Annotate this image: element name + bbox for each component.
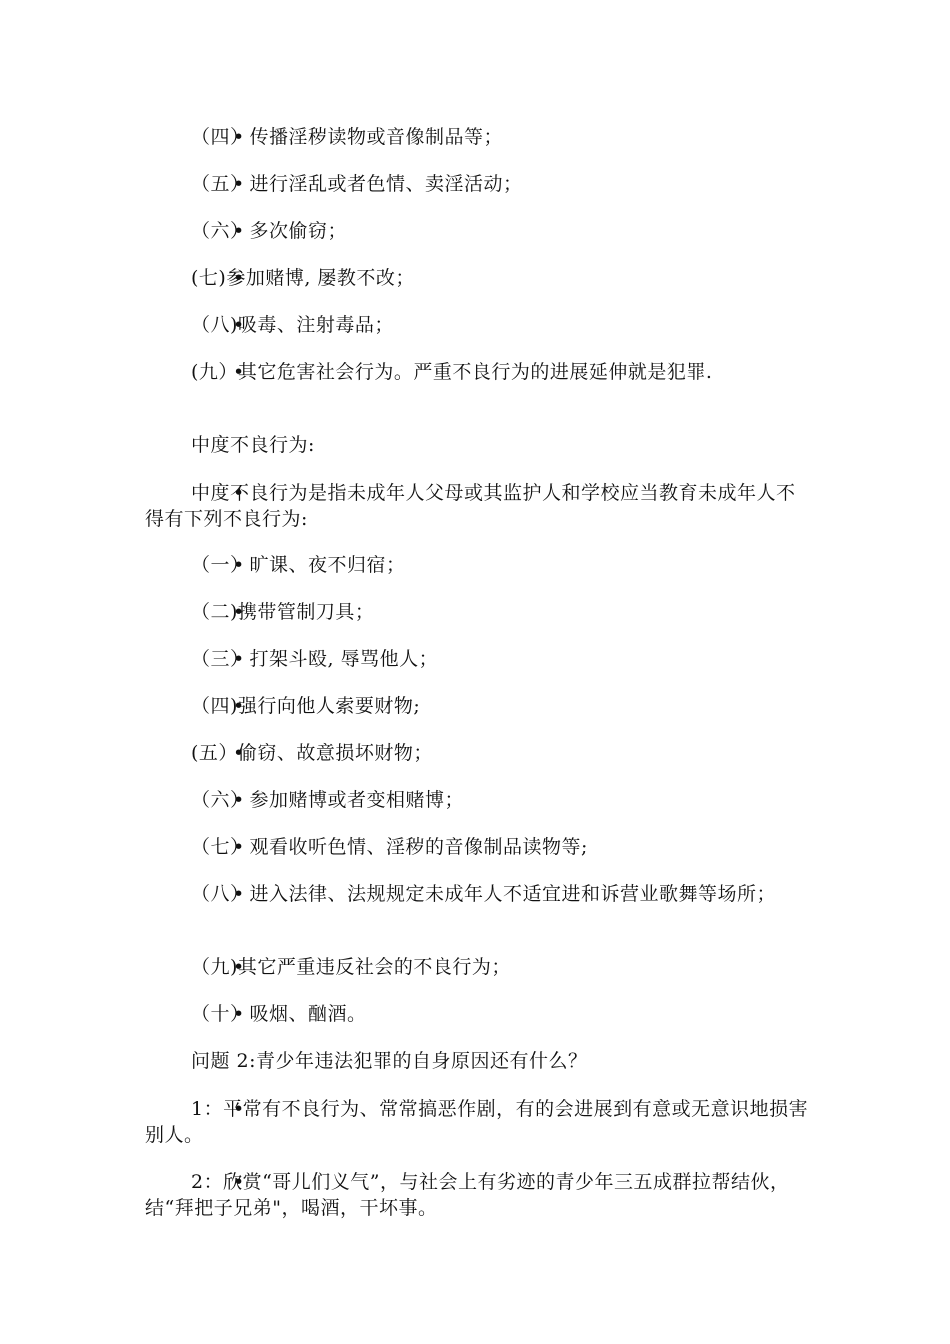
list-item-text: （八）进入法律、法规规定未成年人不适宜进和诉营业歌舞等场所； xyxy=(191,883,777,905)
list-item-text: (九）其它危害社会行为。严重不良行为的进展延伸就是犯罪. xyxy=(191,361,713,383)
list-item-text: （十）吸烟、酗酒。 xyxy=(191,1003,367,1025)
list-item-obscene-viewing xyxy=(145,834,810,860)
list-item-text: 中度不良行为是指未成年人父母或其监护人和学校应当教育未成年人不得有下列不良行为: xyxy=(145,482,796,530)
list-item-reason-2 xyxy=(145,1169,810,1221)
list-item-theft xyxy=(145,218,810,244)
list-item-extortion xyxy=(145,693,810,719)
list-item-text: （六）参加赌博或者变相赌博； xyxy=(191,789,465,811)
list-item-prostitution xyxy=(145,171,810,197)
list-item-text: （五）进行淫乱或者色情、卖淫活动； xyxy=(191,173,523,195)
list-item-gambling xyxy=(145,265,810,291)
list-item-text: （六）多次偷窃； xyxy=(191,220,348,242)
list-item-other-harm xyxy=(145,359,810,385)
list-item-text: (七)参加赌博, 屡教不改； xyxy=(191,267,415,289)
list-item-vandalism xyxy=(145,740,810,766)
list-item-gambling-variant xyxy=(145,787,810,813)
list-item-drugs xyxy=(145,312,810,338)
list-item-truancy xyxy=(145,552,810,578)
list-item-text: （七）观看收听色情、淫秽的音像制品读物等; xyxy=(191,836,588,858)
section-heading-moderate xyxy=(145,432,810,458)
list-item-text: (五）偷窃、故意损坏财物； xyxy=(191,742,433,764)
section-heading-question-2 xyxy=(145,1048,810,1074)
list-item-text: （三）打架斗殴, 辱骂他人； xyxy=(191,648,439,670)
list-item-text: （四）传播淫秽读物或音像制品等； xyxy=(191,126,504,148)
list-item-text: （一）旷课、夜不归宿； xyxy=(191,554,406,576)
list-item-text: 1：平常有不良行为、常常搞恶作剧，有的会进展到有意或无意识地损害别人。 xyxy=(145,1098,809,1146)
list-item-text: （二)携带管制刀具； xyxy=(191,601,375,623)
list-item-other-violations xyxy=(145,954,810,980)
list-item-venues xyxy=(145,881,810,907)
list-item-text: （四)强行向他人索要财物; xyxy=(191,695,421,717)
list-item-smoking-drinking xyxy=(145,1001,810,1027)
list-item-text: 2：欣赏“哥儿们义气”，与社会上有劣迹的青少年三五成群拉帮结伙，结“拜把子兄弟"，喝酒，干坏事。 xyxy=(145,1171,790,1219)
list-item-fighting xyxy=(145,646,810,672)
list-item-text: （八)吸毒、注射毒品； xyxy=(191,314,394,336)
list-item-knives xyxy=(145,599,810,625)
list-item-text: （九)其它严重违反社会的不良行为； xyxy=(191,956,511,978)
list-item-definition xyxy=(145,480,810,532)
heading-text: 中度不良行为: xyxy=(191,434,315,456)
heading-text: 问题 2:青少年违法犯罪的自身原因还有什么？ xyxy=(191,1050,588,1072)
list-item-obscene-materials xyxy=(145,124,810,150)
list-item-reason-1 xyxy=(145,1096,810,1148)
